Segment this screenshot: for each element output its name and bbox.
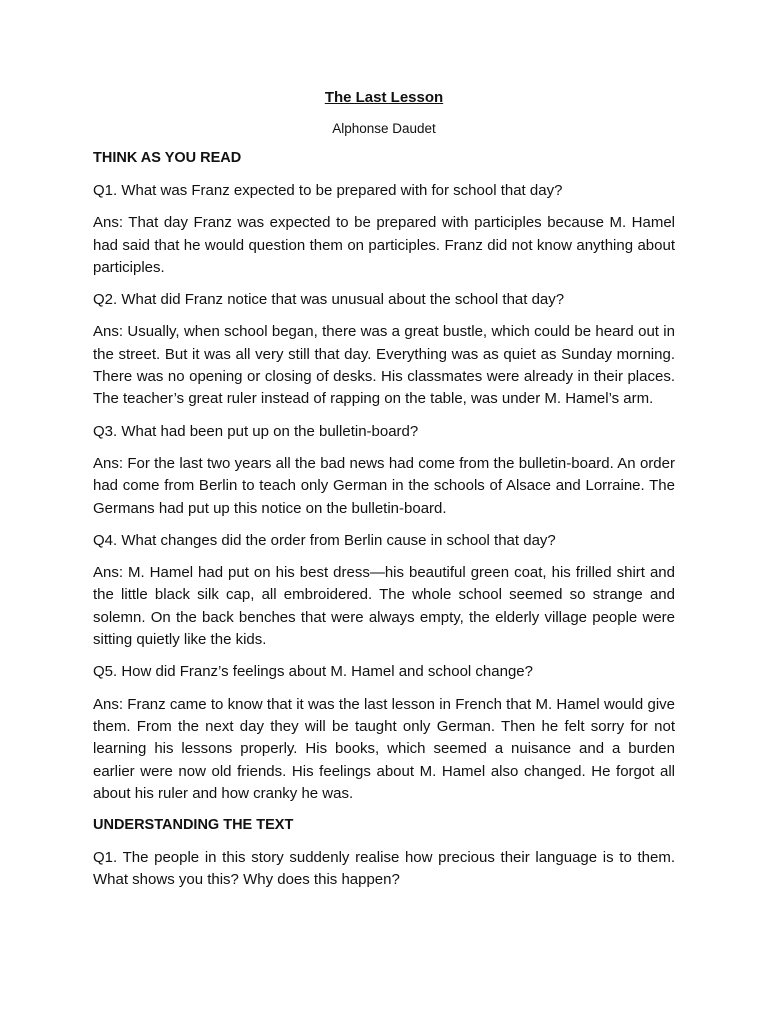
question-q1: Q1. What was Franz expected to be prepared with for school that day? [93,182,563,199]
question-q2: Q2. What did Franz notice that was unusual about the school that day? [93,291,565,309]
answer-q2: Ans: Usually, when school began, there was a great bustle, which could be heard out in the street. But it was all very still that day. Everything was as quiet as Sunday morning. There was no opening or closing of desks. His classmates were already in their places. The teacher’s great ruler instead of rapping on the table, was under M. Hamel’s arm. [93,323,675,408]
question-q4: Q4. What changes did the order from Berlin cause in school that day? [93,531,556,549]
answer-q4: Ans: M. Hamel had put on his best dress—his beautiful green coat, his frilled shirt and the little black silk cap, all embroidered. The whole school seemed so strange and solemn. On the back benches that were always empty, the elderly village people were sitting quietly like the kids. [93,564,675,649]
section-heading-think-as-you-read: THINK AS YOU READ [93,150,242,166]
answer-q1: Ans: That day Franz was expected to be prepared with participles because M. Hamel had said that he would question them on participles. Franz did not know anything about participles. [93,214,675,276]
document-title: The Last Lesson [324,89,444,106]
document-author: Alphonse Daudet [332,121,436,136]
question-q5: Q5. How did Franz’s feelings about M. Hamel and school change? [93,663,533,681]
answer-q3: Ans: For the last two years all the bad news had come from the bulletin-board. An order had come from Berlin to teach only German in the schools of Alsace and Lorraine. The Germans had put up this notice on the bulletin-board. [93,454,675,517]
section-heading-understanding-the-text: UNDERSTANDING THE TEXT [93,817,294,834]
question-q3: Q3. What had been put up on the bulletin-board? [93,422,419,440]
document-page [93,88,675,902]
answer-q5: Ans: Franz came to know that it was the last lesson in French that M. Hamel would give them. From the next day they will be taught only German. Then he felt sorry for not learning his lessons properly. His books, which seemed a nuisance and a burden earlier were now old friends. His feelings about M. Hamel also changed. He forgot all about his ruler and how cranky he was. [93,695,675,802]
question-understanding-q1: Q1. The people in this story suddenly realise how precious their language is to them. What shows you this? Why does this happen? [93,849,675,889]
